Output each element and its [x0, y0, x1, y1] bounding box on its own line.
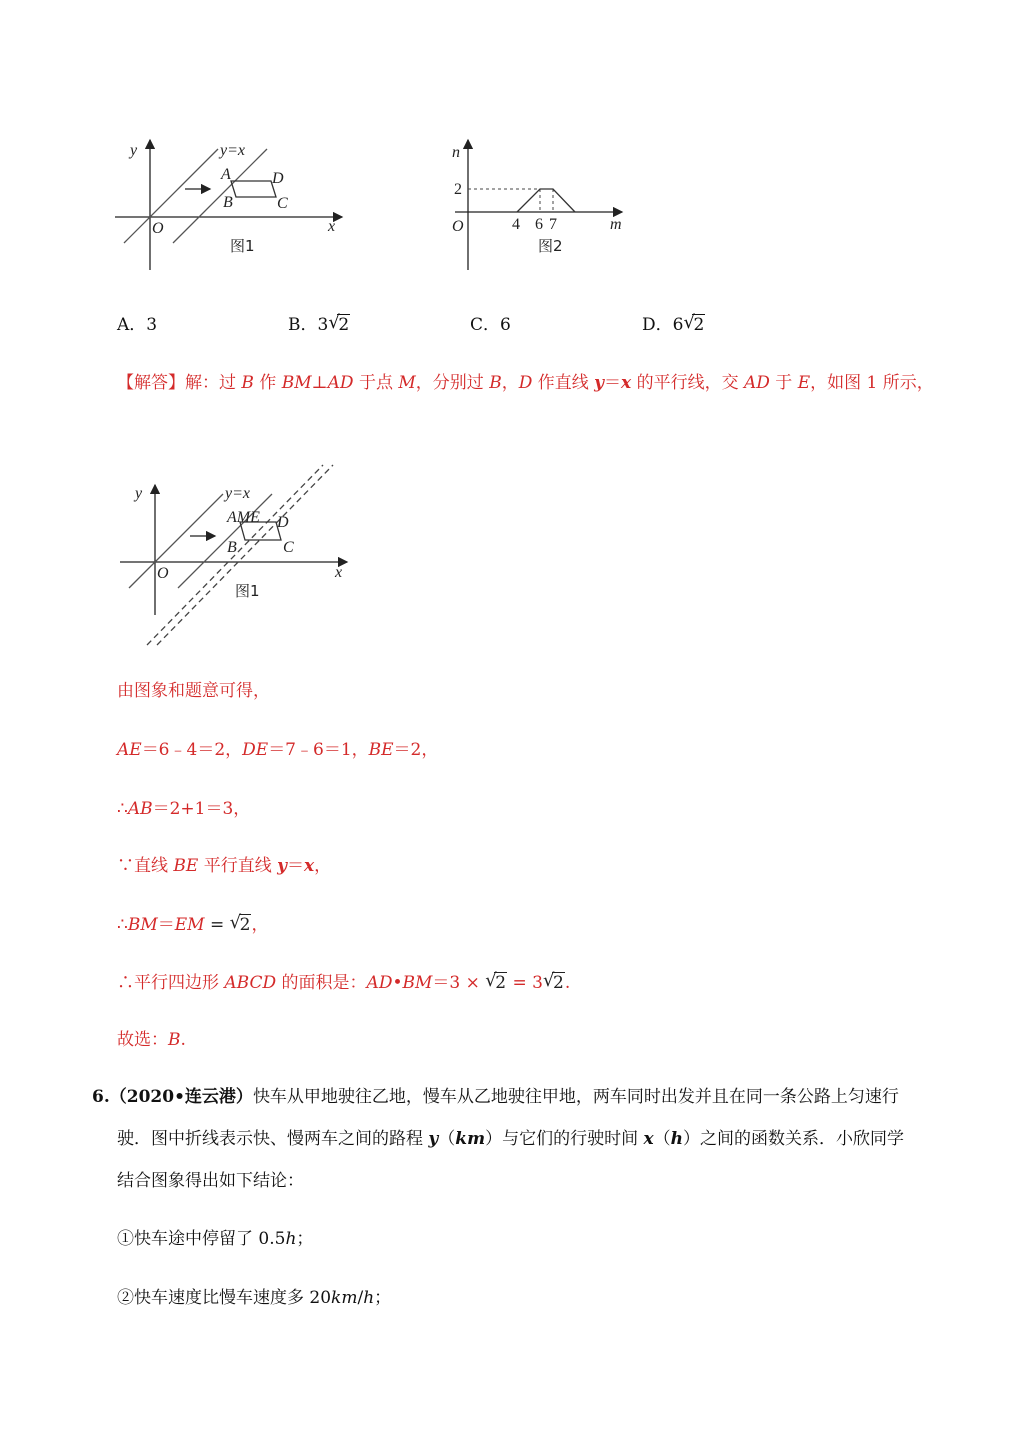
var: B [489, 373, 502, 393]
text: 的平行线，交 [631, 373, 744, 393]
parallelogram-abcd [231, 181, 276, 197]
option-d-radicand: 2 [693, 315, 705, 335]
question-6-line-1 [92, 1086, 899, 1108]
text: ； [296, 1229, 314, 1249]
var: x [304, 856, 315, 876]
figure-1-top [110, 135, 350, 275]
question-number: 6. [92, 1087, 110, 1107]
var: AD [366, 973, 393, 993]
var: km [331, 1288, 358, 1308]
text: = 3 [507, 973, 543, 993]
text: ∴ [117, 915, 128, 935]
label-line: y=x [225, 485, 250, 502]
option-b [288, 314, 350, 336]
question-6-line-3: 结合图象得出如下结论： [117, 1171, 304, 1191]
option-c: C．6 [470, 315, 511, 335]
sqrt-symbol: √ 2 [229, 912, 251, 935]
text: ， [251, 915, 269, 935]
var: km [455, 1129, 486, 1149]
var: h [363, 1288, 375, 1308]
text: = [204, 915, 230, 935]
text: ＝3 × [432, 973, 486, 993]
label-n: n [452, 144, 460, 161]
text: ∴平行四边形 [117, 973, 225, 993]
var: AB [127, 799, 153, 819]
text: ＝ [604, 373, 622, 393]
caption-fig2: 图2 [538, 237, 563, 255]
label-d: D [272, 170, 284, 187]
option-a: A．3 [117, 315, 158, 335]
label-a: A [221, 166, 231, 183]
trapezoid-graph [517, 189, 575, 212]
label-m: m [610, 216, 622, 233]
option-d-text: D．6 [642, 315, 684, 335]
figure-1-solution [115, 460, 365, 650]
tick-6: 6 [535, 216, 543, 233]
text: ②快车速度比慢车速度多 20 [117, 1288, 332, 1308]
solution-step-2 [117, 739, 438, 761]
text: ∵直线 [117, 856, 174, 876]
conclusion-2 [117, 1287, 391, 1309]
solution-step-4 [117, 855, 331, 877]
var: AD [327, 373, 354, 393]
var: y [594, 373, 605, 393]
label-c: C [283, 539, 294, 556]
conclusion-1 [117, 1228, 313, 1250]
text: ； [374, 1288, 392, 1308]
question-6-line-2 [117, 1128, 904, 1150]
var: BE [173, 856, 199, 876]
label-b: B [223, 194, 233, 211]
label-b: B [227, 539, 237, 556]
text: ）与它们的行驶时间 [485, 1129, 644, 1149]
text: （ [438, 1129, 456, 1149]
text: ，如图 1 所示， [810, 373, 934, 393]
var: M [398, 373, 416, 393]
solution-head: 【解答】解：过 [117, 373, 242, 393]
var: BE [368, 740, 394, 760]
label-c: C [277, 195, 288, 212]
label-o: O [452, 218, 464, 235]
var: B [168, 1030, 181, 1050]
line-y-equals-x [129, 494, 223, 588]
label-y: y [130, 142, 138, 159]
solution-step-1: 由图象和题意可得， [117, 681, 270, 701]
text: 驶．图中折线表示快、慢两车之间的路程 [117, 1129, 429, 1149]
var: h [285, 1229, 297, 1249]
solution-step-5 [117, 914, 268, 936]
option-b-text: B．3 [288, 315, 329, 335]
option-b-radicand: 2 [338, 315, 350, 335]
text: ＝2， [393, 740, 439, 760]
text: ＝ [157, 915, 175, 935]
text: . [180, 1030, 186, 1050]
radicand: 2 [239, 915, 251, 935]
label-2: 2 [454, 181, 462, 198]
text: ）之间的函数关系．小欣同学 [683, 1129, 904, 1149]
label-o: O [152, 220, 164, 237]
question-text: 快车从甲地驶往乙地，慢车从乙地驶往甲地，两车同时出发并且在同一条公路上匀速行 [252, 1087, 899, 1107]
label-x: x [328, 218, 336, 235]
text: ， [501, 373, 519, 393]
text: / [357, 1288, 364, 1308]
var: x [621, 373, 632, 393]
text: （ [653, 1129, 671, 1149]
tick-7: 7 [549, 216, 557, 233]
text: ，分别过 [415, 373, 490, 393]
text: . [564, 973, 571, 993]
label-d: D [277, 514, 289, 531]
var: y [277, 856, 288, 876]
text: ， [314, 856, 332, 876]
var: BM [127, 915, 158, 935]
label-y: y [135, 485, 143, 502]
line-y-equals-x [124, 149, 218, 243]
sqrt-symbol: √ 2 [542, 970, 564, 993]
var: h [670, 1129, 683, 1149]
text: ①快车途中停留了 0.5 [117, 1229, 286, 1249]
sqrt-symbol: √ 2 [328, 312, 350, 335]
var: E [797, 373, 811, 393]
radicand: 2 [552, 973, 564, 993]
var: AE [117, 740, 142, 760]
text: 平行直线 [198, 856, 278, 876]
sqrt-symbol: √ 2 [683, 312, 705, 335]
text: • [392, 973, 403, 993]
var: BM [402, 973, 433, 993]
var: DE [242, 740, 269, 760]
text: ＝2+1＝3， [152, 799, 251, 819]
var: EM [174, 915, 205, 935]
var: AD [743, 373, 770, 393]
caption-fig1: 图1 [235, 582, 260, 600]
var: y [428, 1129, 439, 1149]
solution-step-3 [117, 798, 250, 820]
tick-4: 4 [512, 216, 520, 233]
label-o: O [157, 565, 169, 582]
text: 的面积是： [276, 973, 367, 993]
var: BM [281, 373, 312, 393]
var: B [241, 373, 254, 393]
text: 作直线 [532, 373, 595, 393]
sqrt-symbol: √ 2 [485, 970, 507, 993]
text: ＝6﹣4＝2， [141, 740, 243, 760]
line-parallel [173, 149, 267, 243]
label-ame: AME [227, 509, 260, 526]
solution-step-6 [117, 972, 570, 994]
text: 于点 [353, 373, 399, 393]
var: ABCD [224, 973, 277, 993]
label-x: x [335, 564, 343, 581]
var: D [518, 373, 533, 393]
solution-intro [117, 372, 934, 394]
text: ∴ [117, 799, 128, 819]
text: 于 [769, 373, 798, 393]
text: 故选： [117, 1030, 168, 1050]
caption-fig1: 图1 [230, 237, 255, 255]
figure-2-top [440, 135, 640, 275]
radicand: 2 [495, 973, 507, 993]
question-source: （2020•连云港） [109, 1087, 253, 1107]
var: x [643, 1129, 654, 1149]
option-d [642, 314, 705, 336]
solution-answer [117, 1029, 186, 1051]
text: 作 [253, 373, 282, 393]
text: ＝7﹣6＝1， [268, 740, 369, 760]
text: ＝ [287, 856, 305, 876]
label-line: y=x [220, 142, 245, 159]
text: ⊥ [311, 373, 328, 393]
